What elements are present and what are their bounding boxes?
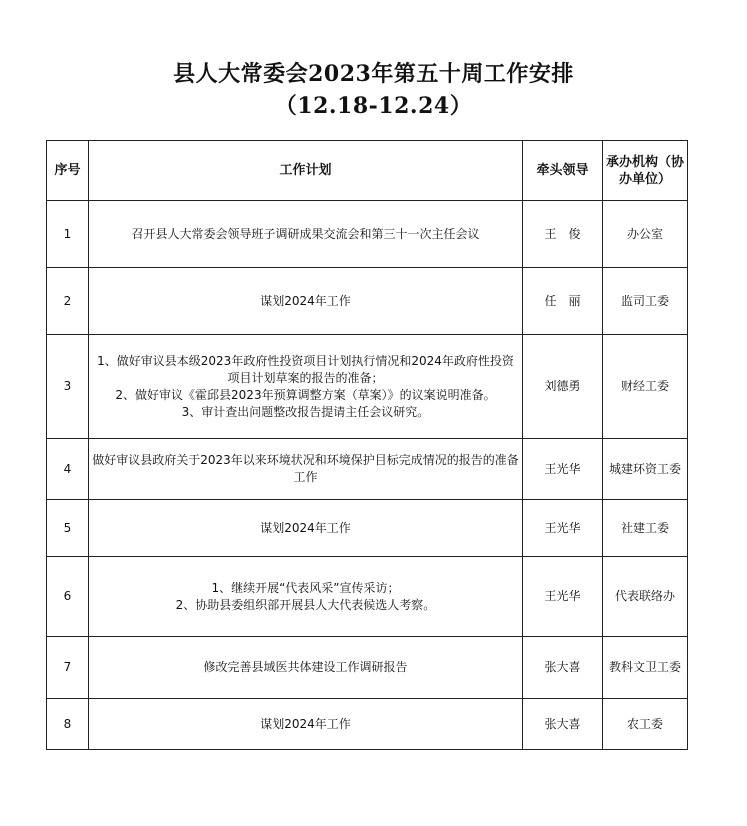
table-row (47, 699, 688, 750)
table-row (47, 637, 688, 699)
table-row (47, 201, 688, 268)
cell-lead: 张大喜 (523, 637, 603, 699)
cell-no: 1 (47, 201, 89, 268)
cell-no: 4 (47, 439, 89, 500)
table-row (47, 268, 688, 335)
cell-plan: 谋划2024年工作 (89, 268, 523, 335)
cell-org: 教科文卫工委 (603, 637, 688, 699)
cell-lead: 任 丽 (523, 268, 603, 335)
cell-plan: 1、继续开展“代表风采”宣传采访； 2、协助县委组织部开展县人大代表候选人考察。 (89, 557, 523, 637)
cell-org: 农工委 (603, 699, 688, 750)
header-lead: 牵头领导 (523, 141, 603, 201)
cell-no: 5 (47, 500, 89, 557)
cell-lead: 张大喜 (523, 699, 603, 750)
cell-plan: 谋划2024年工作 (89, 699, 523, 750)
cell-org: 社建工委 (603, 500, 688, 557)
table-header-row (47, 141, 688, 201)
cell-plan: 修改完善县域医共体建设工作调研报告 (89, 637, 523, 699)
cell-plan: 谋划2024年工作 (89, 500, 523, 557)
cell-no: 3 (47, 335, 89, 439)
document-subtitle-date-range: （12.18-12.24） (274, 93, 473, 119)
table-row (47, 439, 688, 500)
cell-no: 2 (47, 268, 89, 335)
cell-no: 7 (47, 637, 89, 699)
header-no: 序号 (47, 141, 89, 201)
cell-plan: 做好审议县政府关于2023年以来环境状况和环境保护目标完成情况的报告的准备工作 (89, 439, 523, 500)
weekly-work-schedule-table (46, 140, 688, 750)
document-title: 县人大常委会2023年第五十周工作安排 (173, 61, 574, 87)
cell-lead: 刘德勇 (523, 335, 603, 439)
cell-lead: 王光华 (523, 439, 603, 500)
header-plan: 工作计划 (89, 141, 523, 201)
cell-lead: 王光华 (523, 557, 603, 637)
table-row (47, 500, 688, 557)
table-row (47, 335, 688, 439)
header-org: 承办机构（协办单位） (603, 141, 688, 201)
cell-no: 6 (47, 557, 89, 637)
cell-plan: 召开县人大常委会领导班子调研成果交流会和第三十一次主任会议 (89, 201, 523, 268)
cell-org: 办公室 (603, 201, 688, 268)
cell-lead: 王 俊 (523, 201, 603, 268)
cell-plan: 1、做好审议县本级2023年政府性投资项目计划执行情况和2024年政府性投资项目计划草案的报告的准备； 2、做好审议《霍邱县2023年预算调整方案（草案）》的议案说明准备。 3、审计查出问题整改报告提请主任会议研究。 (89, 335, 523, 439)
cell-no: 8 (47, 699, 89, 750)
cell-lead: 王光华 (523, 500, 603, 557)
table-row (47, 557, 688, 637)
cell-org: 城建环资工委 (603, 439, 688, 500)
cell-org: 代表联络办 (603, 557, 688, 637)
cell-org: 财经工委 (603, 335, 688, 439)
cell-org: 监司工委 (603, 268, 688, 335)
